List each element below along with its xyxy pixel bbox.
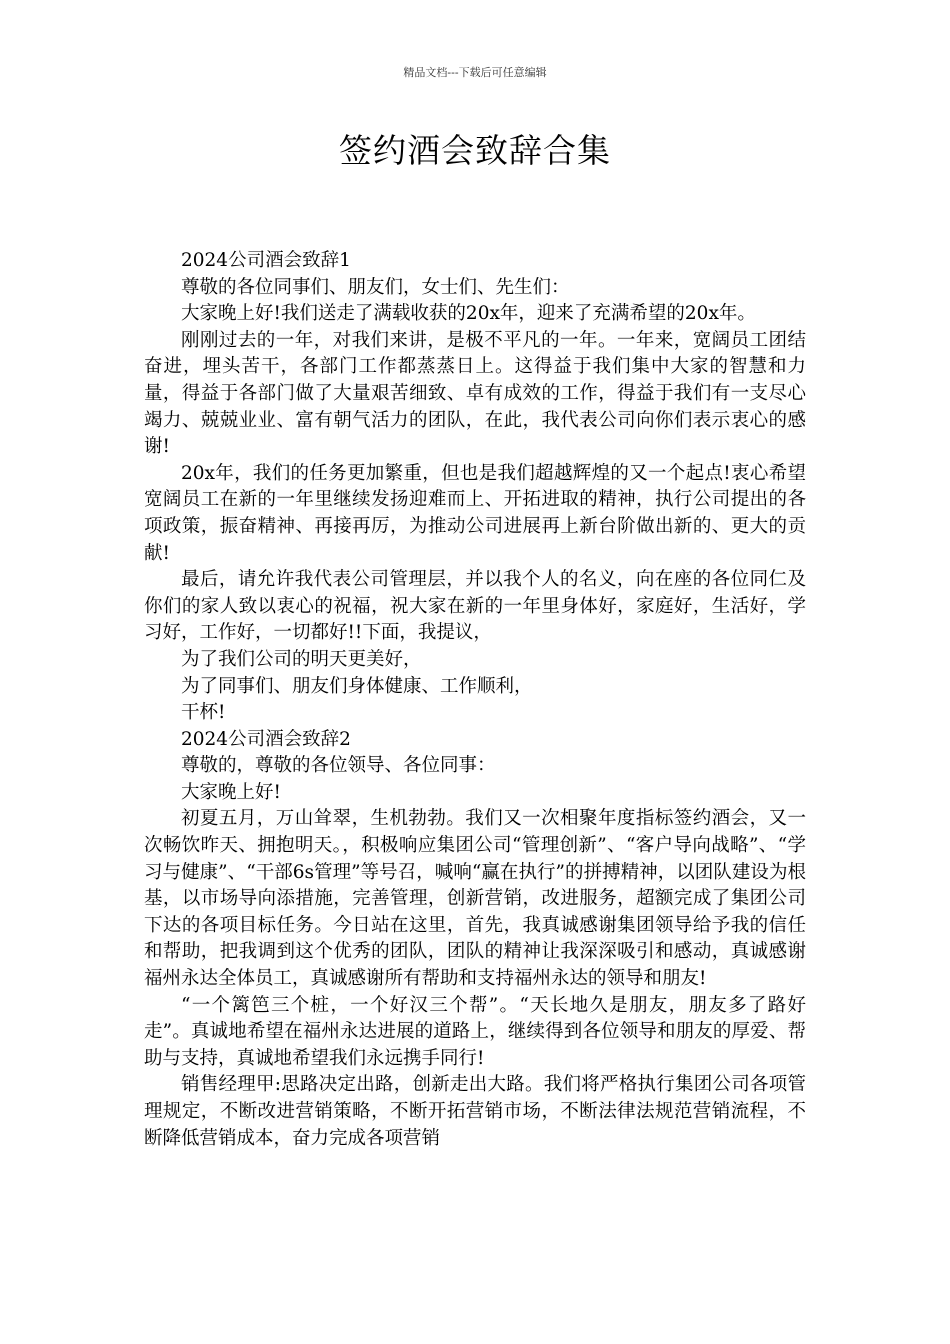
paragraph: 尊敬的，尊敬的各位领导、各位同事： (181, 755, 496, 777)
paragraph: 刚刚过去的一年，对我们来讲，是极不平凡的一年。一年来，宽阔员工团结奋进，埋头苦干，各部门工作都蒸蒸日上。这得益于我们集中大家的智慧和力量，得益于各部门做了大量艰苦细致、卓有成效的工作，得益于我们有一支尽心竭力、兢兢业业、富有朝气活力的团队，在此，我代表公司向你们表示衷心的感谢! (144, 329, 806, 458)
paragraph: 销售经理甲:思路决定出路，创新走出大路。我们将严格执行集团公司各项管理规定，不断改进营销策略，不断开拓营销市场，不断法律法规范营销流程，不断降低营销成本，奋力完成各项营销 (144, 1074, 806, 1149)
document-title: 签约酒会致辞合集 (339, 131, 611, 170)
paragraph: 干杯! (181, 702, 226, 724)
document-body (144, 248, 806, 1152)
header-note: 精品文档---下载后可任意编辑 (403, 66, 547, 79)
paragraph: “一个篱笆三个桩，一个好汉三个帮”。“天长地久是朋友，朋友多了路好走”。真诚地希望在福州永达进展的道路上，继续得到各位领导和朋友的厚爱、帮助与支持，真诚地希望我们永远携手同行! (144, 994, 806, 1069)
paragraph: 最后，请允许我代表公司管理层，并以我个人的名义，向在座的各位同仁及你们的家人致以衷心的祝福，祝大家在新的一年里身体好，家庭好，生活好，学习好，工作好，一切都好!!下面，我提议， (144, 569, 806, 644)
paragraph: 20x年，我们的任务更加繁重，但也是我们超越辉煌的又一个起点!衷心希望宽阔员工在新的一年里继续发扬迎难而上、开拓进取的精神，执行公司提出的各项政策，振奋精神、再接再厉，为推动公司进展再上新台阶做出新的、更大的贡献! (144, 462, 806, 564)
paragraph: 为了我们公司的明天更美好， (181, 648, 422, 670)
paragraph: 2024公司酒会致辞2 (181, 728, 351, 750)
paragraph: 大家晚上好! (181, 781, 281, 803)
paragraph: 为了同事们、朋友们身体健康、工作顺利， (181, 675, 533, 697)
paragraph: 大家晚上好!我们送走了满载收获的20x年，迎来了充满希望的20x年。 (181, 303, 756, 325)
paragraph: 初夏五月，万山耸翠，生机勃勃。我们又一次相聚年度指标签约酒会，又一次畅饮昨天、拥抱明天。，积极响应集团公司“管理创新”、“客户导向战略”、“学习与健康”、“干部6s管理”等号召，喊响“赢在执行”的拼搏精神，以团队建设为根基，以市场导向添措施，完善管理，创新营销，改进服务，超额完成了集团公司下达的各项目标任务。今日站在这里，首先，我真诚感谢集团领导给予我的信任和帮助，把我调到这个优秀的团队，团队的精神让我深深吸引和感动，真诚感谢福州永达全体员工，真诚感谢所有帮助和支持福州永达的领导和朋友! (144, 808, 806, 990)
paragraph: 2024公司酒会致辞1 (181, 250, 351, 271)
paragraph: 尊敬的各位同事们、朋友们，女士们、先生们： (181, 276, 570, 298)
